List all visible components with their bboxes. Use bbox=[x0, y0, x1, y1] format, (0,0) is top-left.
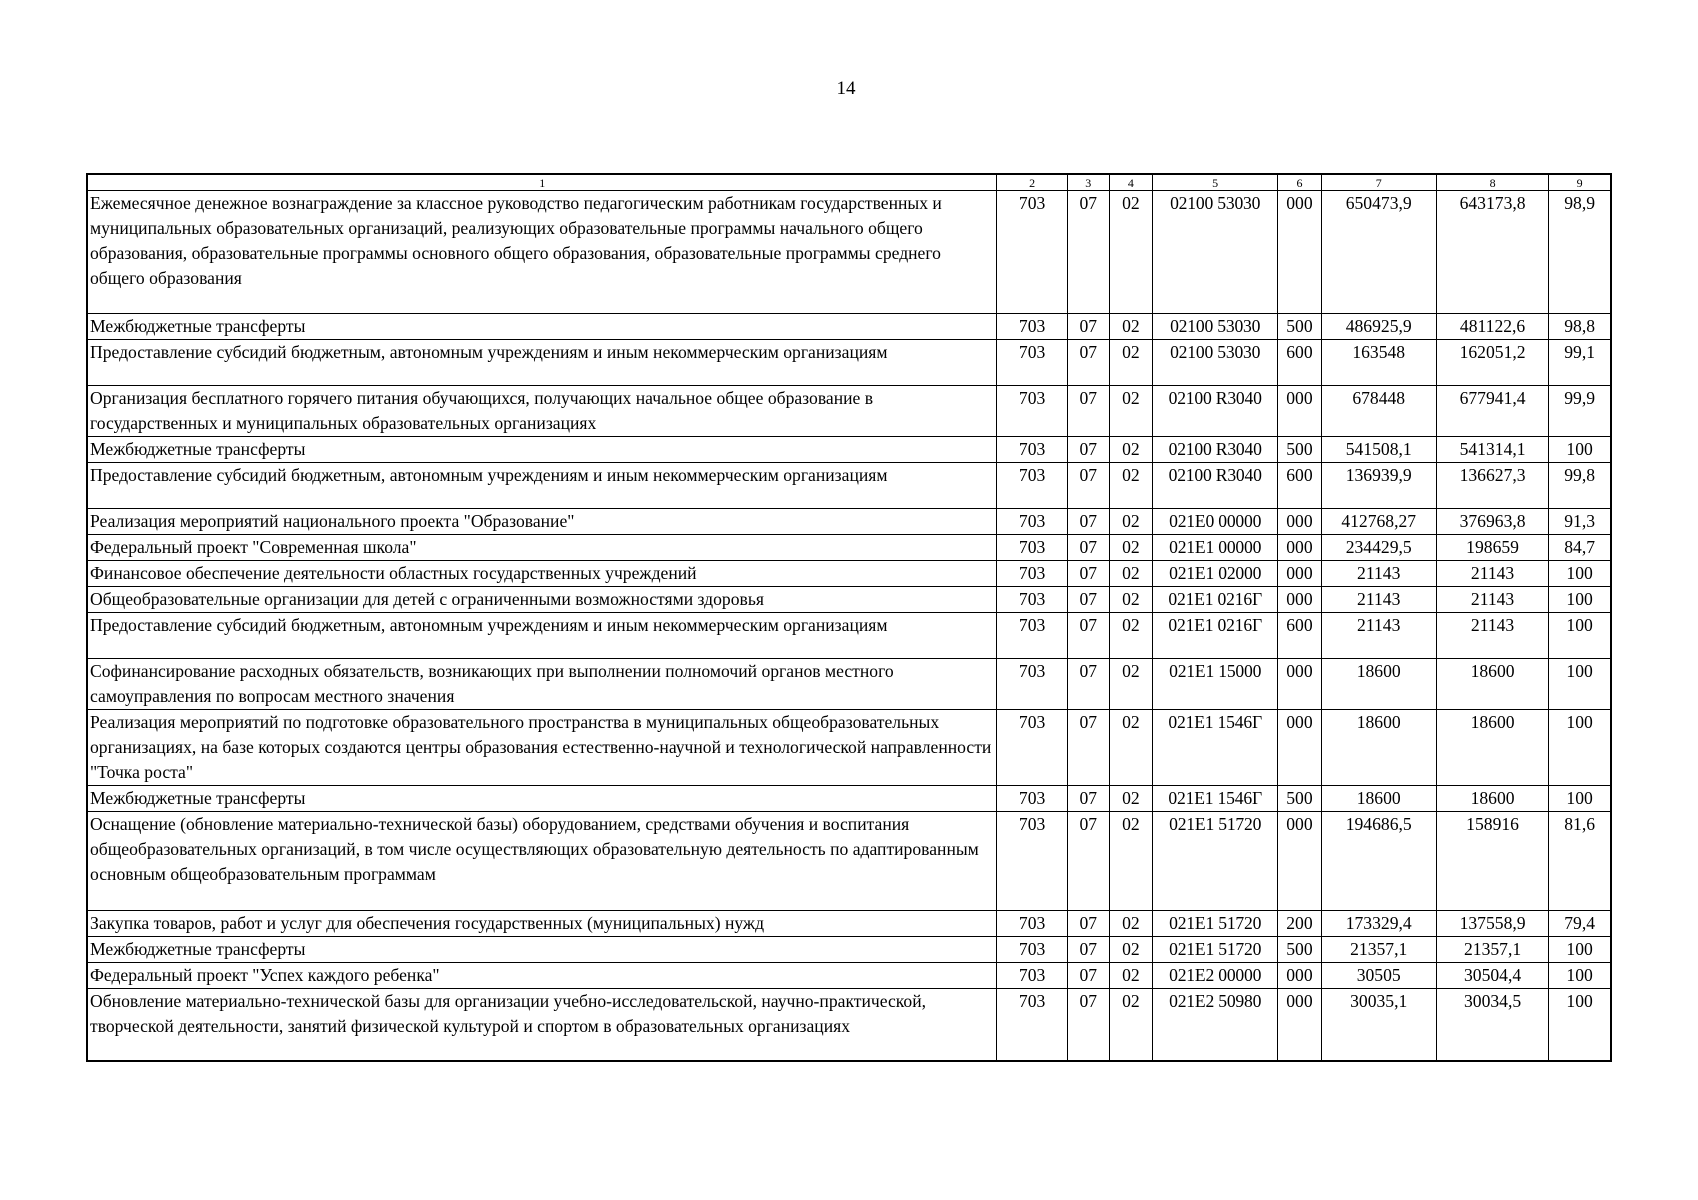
row-target-article-cell: 021Е2 00000 bbox=[1152, 963, 1277, 989]
table-row bbox=[87, 911, 1611, 937]
row-name-cell: Закупка товаров, работ и услуг для обеспечения государственных (муниципальных) нужд bbox=[87, 911, 997, 937]
table-row bbox=[87, 710, 1611, 786]
row-target-article-cell: 02100 R3040 bbox=[1152, 437, 1277, 463]
row-planned-cell: 21357,1 bbox=[1321, 937, 1436, 963]
table-row bbox=[87, 613, 1611, 659]
row-section-cell: 07 bbox=[1067, 561, 1109, 587]
row-target-article-cell: 02100 53030 bbox=[1152, 314, 1277, 340]
row-name-cell: Межбюджетные трансферты bbox=[87, 314, 997, 340]
row-admin-code-cell: 703 bbox=[997, 340, 1067, 386]
row-subsection-cell: 02 bbox=[1109, 509, 1152, 535]
row-section-cell: 07 bbox=[1067, 812, 1109, 911]
column-header: 7 bbox=[1321, 174, 1436, 191]
row-executed-cell: 21143 bbox=[1436, 587, 1548, 613]
row-percent-cell: 100 bbox=[1549, 587, 1611, 613]
row-target-article-cell: 021Е1 0216Г bbox=[1152, 613, 1277, 659]
row-admin-code-cell: 703 bbox=[997, 561, 1067, 587]
table-row bbox=[87, 509, 1611, 535]
row-percent-cell: 99,9 bbox=[1549, 386, 1611, 437]
row-planned-cell: 21143 bbox=[1321, 561, 1436, 587]
row-subsection-cell: 02 bbox=[1109, 437, 1152, 463]
row-planned-cell: 21143 bbox=[1321, 613, 1436, 659]
row-percent-cell: 84,7 bbox=[1549, 535, 1611, 561]
table-row bbox=[87, 340, 1611, 386]
column-header: 2 bbox=[997, 174, 1067, 191]
row-target-article-cell: 02100 R3040 bbox=[1152, 386, 1277, 437]
row-section-cell: 07 bbox=[1067, 963, 1109, 989]
row-executed-cell: 376963,8 bbox=[1436, 509, 1548, 535]
row-admin-code-cell: 703 bbox=[997, 911, 1067, 937]
row-planned-cell: 30035,1 bbox=[1321, 989, 1436, 1061]
row-executed-cell: 21143 bbox=[1436, 613, 1548, 659]
row-name-cell: Предоставление субсидий бюджетным, автономным учреждениям и иным некоммерческим организациям bbox=[87, 340, 997, 386]
row-executed-cell: 198659 bbox=[1436, 535, 1548, 561]
row-percent-cell: 100 bbox=[1549, 989, 1611, 1061]
row-target-article-cell: 021Е1 15000 bbox=[1152, 659, 1277, 710]
table-row bbox=[87, 437, 1611, 463]
row-section-cell: 07 bbox=[1067, 937, 1109, 963]
row-percent-cell: 81,6 bbox=[1549, 812, 1611, 911]
row-subsection-cell: 02 bbox=[1109, 911, 1152, 937]
row-planned-cell: 173329,4 bbox=[1321, 911, 1436, 937]
table-row bbox=[87, 963, 1611, 989]
row-name-cell: Реализация мероприятий национального проекта "Образование" bbox=[87, 509, 997, 535]
row-admin-code-cell: 703 bbox=[997, 386, 1067, 437]
row-subsection-cell: 02 bbox=[1109, 386, 1152, 437]
row-subsection-cell: 02 bbox=[1109, 463, 1152, 509]
row-subsection-cell: 02 bbox=[1109, 535, 1152, 561]
row-admin-code-cell: 703 bbox=[997, 989, 1067, 1061]
row-planned-cell: 650473,9 bbox=[1321, 191, 1436, 314]
row-subsection-cell: 02 bbox=[1109, 587, 1152, 613]
row-expense-type-cell: 000 bbox=[1278, 812, 1321, 911]
row-executed-cell: 643173,8 bbox=[1436, 191, 1548, 314]
row-admin-code-cell: 703 bbox=[997, 710, 1067, 786]
row-planned-cell: 486925,9 bbox=[1321, 314, 1436, 340]
row-percent-cell: 100 bbox=[1549, 437, 1611, 463]
row-percent-cell: 99,1 bbox=[1549, 340, 1611, 386]
row-expense-type-cell: 000 bbox=[1278, 710, 1321, 786]
row-admin-code-cell: 703 bbox=[997, 191, 1067, 314]
row-name-cell: Финансовое обеспечение деятельности областных государственных учреждений bbox=[87, 561, 997, 587]
row-section-cell: 07 bbox=[1067, 659, 1109, 710]
row-executed-cell: 136627,3 bbox=[1436, 463, 1548, 509]
row-executed-cell: 30034,5 bbox=[1436, 989, 1548, 1061]
row-section-cell: 07 bbox=[1067, 710, 1109, 786]
row-name-cell: Обновление материально-технической базы для организации учебно-исследовательской, научно-практической, творческой деятельности, занятий физической культурой и спортом в образовательных организациях bbox=[87, 989, 997, 1061]
row-expense-type-cell: 500 bbox=[1278, 786, 1321, 812]
row-executed-cell: 162051,2 bbox=[1436, 340, 1548, 386]
row-admin-code-cell: 703 bbox=[997, 463, 1067, 509]
row-expense-type-cell: 000 bbox=[1278, 963, 1321, 989]
row-percent-cell: 100 bbox=[1549, 963, 1611, 989]
column-header: 8 bbox=[1436, 174, 1548, 191]
row-executed-cell: 21357,1 bbox=[1436, 937, 1548, 963]
row-target-article-cell: 02100 53030 bbox=[1152, 191, 1277, 314]
row-target-article-cell: 021Е1 0216Г bbox=[1152, 587, 1277, 613]
row-section-cell: 07 bbox=[1067, 340, 1109, 386]
row-name-cell: Межбюджетные трансферты bbox=[87, 437, 997, 463]
row-subsection-cell: 02 bbox=[1109, 989, 1152, 1061]
row-target-article-cell: 021Е1 51720 bbox=[1152, 812, 1277, 911]
row-target-article-cell: 021Е2 50980 bbox=[1152, 989, 1277, 1061]
row-target-article-cell: 02100 R3040 bbox=[1152, 463, 1277, 509]
table-header-row bbox=[87, 174, 1611, 191]
column-header: 6 bbox=[1278, 174, 1321, 191]
row-section-cell: 07 bbox=[1067, 786, 1109, 812]
row-name-cell: Организация бесплатного горячего питания обучающихся, получающих начальное общее образование в государственных и муниципальных образовательных организациях bbox=[87, 386, 997, 437]
row-admin-code-cell: 703 bbox=[997, 314, 1067, 340]
table-row bbox=[87, 587, 1611, 613]
row-section-cell: 07 bbox=[1067, 989, 1109, 1061]
row-target-article-cell: 021Е0 00000 bbox=[1152, 509, 1277, 535]
row-expense-type-cell: 600 bbox=[1278, 340, 1321, 386]
row-name-cell: Предоставление субсидий бюджетным, автономным учреждениям и иным некоммерческим организациям bbox=[87, 613, 997, 659]
row-executed-cell: 18600 bbox=[1436, 659, 1548, 710]
row-admin-code-cell: 703 bbox=[997, 509, 1067, 535]
row-name-cell: Общеобразовательные организации для детей с ограниченными возможностями здоровья bbox=[87, 587, 997, 613]
row-percent-cell: 98,9 bbox=[1549, 191, 1611, 314]
row-expense-type-cell: 000 bbox=[1278, 989, 1321, 1061]
row-name-cell: Реализация мероприятий по подготовке образовательного пространства в муниципальных общеобразовательных организациях, на базе которых создаются центры образования естественно-научной и технологической направленности "Точка роста" bbox=[87, 710, 997, 786]
table-body bbox=[87, 191, 1611, 1061]
row-planned-cell: 678448 bbox=[1321, 386, 1436, 437]
row-executed-cell: 18600 bbox=[1436, 786, 1548, 812]
row-planned-cell: 234429,5 bbox=[1321, 535, 1436, 561]
row-subsection-cell: 02 bbox=[1109, 340, 1152, 386]
row-percent-cell: 79,4 bbox=[1549, 911, 1611, 937]
table-row bbox=[87, 659, 1611, 710]
row-subsection-cell: 02 bbox=[1109, 937, 1152, 963]
row-executed-cell: 21143 bbox=[1436, 561, 1548, 587]
row-target-article-cell: 021Е1 00000 bbox=[1152, 535, 1277, 561]
row-percent-cell: 100 bbox=[1549, 710, 1611, 786]
column-header: 3 bbox=[1067, 174, 1109, 191]
budget-table bbox=[86, 173, 1612, 1062]
row-name-cell: Федеральный проект "Современная школа" bbox=[87, 535, 997, 561]
row-subsection-cell: 02 bbox=[1109, 314, 1152, 340]
row-percent-cell: 100 bbox=[1549, 937, 1611, 963]
row-target-article-cell: 021Е1 1546Г bbox=[1152, 786, 1277, 812]
row-admin-code-cell: 703 bbox=[997, 786, 1067, 812]
row-target-article-cell: 021Е1 1546Г bbox=[1152, 710, 1277, 786]
table-row bbox=[87, 561, 1611, 587]
row-section-cell: 07 bbox=[1067, 314, 1109, 340]
row-section-cell: 07 bbox=[1067, 587, 1109, 613]
row-percent-cell: 91,3 bbox=[1549, 509, 1611, 535]
row-percent-cell: 98,8 bbox=[1549, 314, 1611, 340]
row-name-cell: Ежемесячное денежное вознаграждение за классное руководство педагогическим работникам государственных и муниципальных образовательных организаций, реализующих образовательные программы начального общего образования, образовательные программы основного общего образования, образовательные программы среднего общего образования bbox=[87, 191, 997, 314]
row-admin-code-cell: 703 bbox=[997, 535, 1067, 561]
table-row bbox=[87, 786, 1611, 812]
row-target-article-cell: 021Е1 02000 bbox=[1152, 561, 1277, 587]
row-planned-cell: 30505 bbox=[1321, 963, 1436, 989]
row-expense-type-cell: 500 bbox=[1278, 314, 1321, 340]
row-admin-code-cell: 703 bbox=[997, 587, 1067, 613]
row-target-article-cell: 02100 53030 bbox=[1152, 340, 1277, 386]
row-percent-cell: 99,8 bbox=[1549, 463, 1611, 509]
row-expense-type-cell: 600 bbox=[1278, 613, 1321, 659]
table-row bbox=[87, 191, 1611, 314]
row-name-cell: Софинансирование расходных обязательств, возникающих при выполнении полномочий органов местного самоуправления по вопросам местного значения bbox=[87, 659, 997, 710]
row-planned-cell: 18600 bbox=[1321, 786, 1436, 812]
table-row bbox=[87, 314, 1611, 340]
row-section-cell: 07 bbox=[1067, 911, 1109, 937]
row-name-cell: Федеральный проект "Успех каждого ребенка" bbox=[87, 963, 997, 989]
row-expense-type-cell: 500 bbox=[1278, 937, 1321, 963]
row-target-article-cell: 021Е1 51720 bbox=[1152, 911, 1277, 937]
row-planned-cell: 163548 bbox=[1321, 340, 1436, 386]
row-planned-cell: 194686,5 bbox=[1321, 812, 1436, 911]
row-expense-type-cell: 000 bbox=[1278, 535, 1321, 561]
row-section-cell: 07 bbox=[1067, 386, 1109, 437]
page-number: 14 bbox=[836, 78, 856, 99]
row-percent-cell: 100 bbox=[1549, 786, 1611, 812]
row-expense-type-cell: 200 bbox=[1278, 911, 1321, 937]
row-planned-cell: 18600 bbox=[1321, 659, 1436, 710]
column-header: 9 bbox=[1549, 174, 1611, 191]
row-expense-type-cell: 000 bbox=[1278, 659, 1321, 710]
row-admin-code-cell: 703 bbox=[997, 613, 1067, 659]
row-section-cell: 07 bbox=[1067, 437, 1109, 463]
table-row bbox=[87, 937, 1611, 963]
table-row bbox=[87, 812, 1611, 911]
row-expense-type-cell: 500 bbox=[1278, 437, 1321, 463]
row-percent-cell: 100 bbox=[1549, 561, 1611, 587]
row-executed-cell: 18600 bbox=[1436, 710, 1548, 786]
row-executed-cell: 541314,1 bbox=[1436, 437, 1548, 463]
row-subsection-cell: 02 bbox=[1109, 613, 1152, 659]
row-executed-cell: 677941,4 bbox=[1436, 386, 1548, 437]
row-target-article-cell: 021Е1 51720 bbox=[1152, 937, 1277, 963]
column-header: 4 bbox=[1109, 174, 1152, 191]
row-admin-code-cell: 703 bbox=[997, 937, 1067, 963]
row-name-cell: Межбюджетные трансферты bbox=[87, 786, 997, 812]
column-header: 1 bbox=[87, 174, 997, 191]
row-planned-cell: 18600 bbox=[1321, 710, 1436, 786]
table-row bbox=[87, 535, 1611, 561]
row-admin-code-cell: 703 bbox=[997, 963, 1067, 989]
row-subsection-cell: 02 bbox=[1109, 963, 1152, 989]
row-executed-cell: 30504,4 bbox=[1436, 963, 1548, 989]
row-admin-code-cell: 703 bbox=[997, 437, 1067, 463]
row-name-cell: Оснащение (обновление материально-технической базы) оборудованием, средствами обучения и воспитания общеобразовательных организаций, в том числе осуществляющих образовательную деятельность по адаптированным основным общеобразовательным программам bbox=[87, 812, 997, 911]
row-subsection-cell: 02 bbox=[1109, 659, 1152, 710]
row-admin-code-cell: 703 bbox=[997, 659, 1067, 710]
row-subsection-cell: 02 bbox=[1109, 812, 1152, 911]
row-expense-type-cell: 000 bbox=[1278, 587, 1321, 613]
row-section-cell: 07 bbox=[1067, 191, 1109, 314]
row-percent-cell: 100 bbox=[1549, 613, 1611, 659]
row-executed-cell: 158916 bbox=[1436, 812, 1548, 911]
row-expense-type-cell: 000 bbox=[1278, 386, 1321, 437]
table-row bbox=[87, 989, 1611, 1061]
row-expense-type-cell: 000 bbox=[1278, 561, 1321, 587]
row-executed-cell: 481122,6 bbox=[1436, 314, 1548, 340]
row-subsection-cell: 02 bbox=[1109, 786, 1152, 812]
row-admin-code-cell: 703 bbox=[997, 812, 1067, 911]
row-executed-cell: 137558,9 bbox=[1436, 911, 1548, 937]
row-expense-type-cell: 000 bbox=[1278, 191, 1321, 314]
row-subsection-cell: 02 bbox=[1109, 561, 1152, 587]
row-name-cell: Межбюджетные трансферты bbox=[87, 937, 997, 963]
row-name-cell: Предоставление субсидий бюджетным, автономным учреждениям и иным некоммерческим организациям bbox=[87, 463, 997, 509]
row-section-cell: 07 bbox=[1067, 613, 1109, 659]
row-expense-type-cell: 600 bbox=[1278, 463, 1321, 509]
row-planned-cell: 412768,27 bbox=[1321, 509, 1436, 535]
table-row bbox=[87, 386, 1611, 437]
column-header: 5 bbox=[1152, 174, 1277, 191]
row-percent-cell: 100 bbox=[1549, 659, 1611, 710]
row-subsection-cell: 02 bbox=[1109, 191, 1152, 314]
table-row bbox=[87, 463, 1611, 509]
row-section-cell: 07 bbox=[1067, 535, 1109, 561]
row-section-cell: 07 bbox=[1067, 463, 1109, 509]
row-planned-cell: 136939,9 bbox=[1321, 463, 1436, 509]
row-section-cell: 07 bbox=[1067, 509, 1109, 535]
row-subsection-cell: 02 bbox=[1109, 710, 1152, 786]
row-planned-cell: 541508,1 bbox=[1321, 437, 1436, 463]
row-planned-cell: 21143 bbox=[1321, 587, 1436, 613]
row-expense-type-cell: 000 bbox=[1278, 509, 1321, 535]
